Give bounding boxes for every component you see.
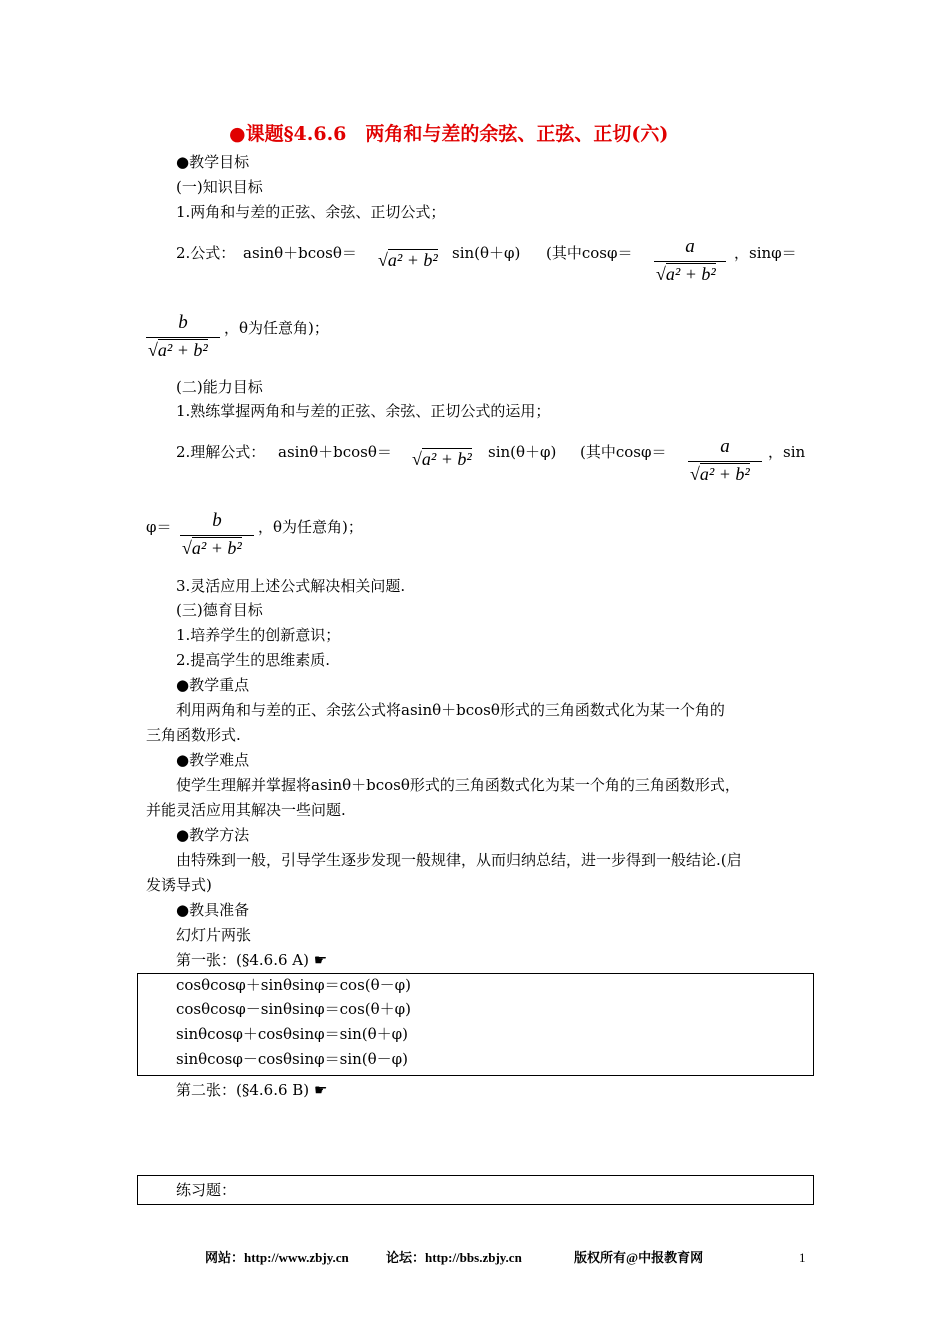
- slide1-label: 第一张：(§4.6.6 A): [176, 951, 309, 969]
- exercise-box: [137, 1175, 814, 1205]
- fraction-numerator: a: [685, 236, 695, 257]
- moral-item-1: 1.培养学生的创新意识；: [176, 626, 341, 644]
- formula-lhs: asinθ＋bcosθ＝: [278, 443, 392, 461]
- formula-tail: ，θ为任意角)；: [258, 518, 363, 536]
- fraction-bar: [180, 535, 254, 536]
- key-heading: ●教学重点: [176, 676, 250, 694]
- sqrt-expression: √a² + b²: [412, 449, 472, 469]
- fraction-numerator: b: [212, 510, 222, 531]
- hand-pointing-icon: ☛: [313, 1081, 328, 1099]
- method-text-line-1: 由特殊到一般，引导学生逐步发现一般规律，从而归纳总结，进一步得到一般结论.(启: [176, 851, 742, 869]
- tools-text: 幻灯片两张: [176, 926, 252, 944]
- page-title: ●课题§4.6.6 两角和与差的余弦、正弦、正切(六): [229, 123, 669, 145]
- fraction-denominator: √a² + b²: [148, 340, 208, 360]
- difficult-heading: ●教学难点: [176, 751, 250, 769]
- ability-heading: (二)能力目标: [176, 378, 263, 396]
- radicand-text: a² + b²: [157, 340, 208, 360]
- radicand-text: a² + b²: [421, 449, 472, 469]
- footer-copyright: 版权所有@中报教育网: [574, 1250, 704, 1265]
- ability-item-2-label: 2.理解公式：: [176, 443, 266, 461]
- radicand-text: a² + b²: [191, 538, 242, 558]
- formula-where: (其中cosφ＝: [546, 244, 633, 262]
- knowledge-item-1: 1.两角和与差的正弦、余弦、正切公式；: [176, 203, 446, 221]
- formula-rhs-sin: sin(θ＋φ): [488, 443, 557, 461]
- formula-tail: ，θ为任意角)；: [224, 319, 329, 337]
- key-expression: asinθ＋bcosθ: [401, 701, 500, 719]
- method-text-line-2: 发诱导式): [146, 876, 212, 894]
- difficult-text-b: 形式的三角函数式化为某一个角的三角函数形式，: [409, 776, 740, 794]
- slide1-formula-1: cosθcosφ＋sinθsinφ＝cos(θ－φ): [176, 976, 412, 994]
- slide1-formula-3: sinθcosφ＋cosθsinφ＝sin(θ＋φ): [176, 1025, 409, 1043]
- formula-phi-eq: φ＝: [146, 518, 172, 536]
- tools-heading: ●教具准备: [176, 901, 250, 919]
- fraction-cos-phi: [654, 236, 726, 288]
- fraction-numerator: a: [720, 436, 730, 457]
- formula-lhs: asinθ＋bcosθ＝: [243, 244, 357, 262]
- fraction-denominator: √a² + b²: [656, 264, 716, 284]
- method-heading: ●教学方法: [176, 826, 250, 844]
- radicand-text: a² + b²: [699, 464, 750, 484]
- fraction-sin-phi: [180, 510, 254, 562]
- knowledge-item-2-label: 2.公式：: [176, 244, 236, 262]
- fraction-bar: [654, 261, 726, 262]
- moral-heading: (三)德育目标: [176, 601, 263, 619]
- slide1-formula-4: sinθcosφ－cosθsinφ＝sin(θ－φ): [176, 1050, 409, 1068]
- fraction-numerator: b: [178, 312, 188, 333]
- difficult-text-a: 使学生理解并掌握将: [176, 776, 312, 794]
- fraction-sin-phi: [146, 312, 220, 364]
- ability-item-1: 1.熟练掌握两角和与差的正弦、余弦、正切公式的运用；: [176, 402, 551, 420]
- knowledge-heading: (一)知识目标: [176, 178, 263, 196]
- exercise-label: 练习题：: [176, 1181, 237, 1199]
- slide1-label-line: [176, 950, 327, 970]
- radicand-text: a² + b²: [387, 250, 438, 270]
- key-text-a: 利用两角和与差的正、余弦公式将: [176, 701, 402, 719]
- formula-comma-sin: ，sinφ＝: [734, 244, 797, 262]
- fraction-cos-phi: [688, 436, 762, 488]
- slide2-label-line: [176, 1080, 327, 1100]
- difficult-text-line-1: [176, 775, 740, 795]
- page-number: 1: [799, 1250, 806, 1265]
- sqrt-expression: √a² + b²: [378, 250, 438, 270]
- fraction-bar: [146, 337, 220, 338]
- formula-sin-word: ，sin: [768, 443, 806, 461]
- formula-where: (其中cosφ＝: [580, 443, 667, 461]
- goals-heading: ●教学目标: [176, 153, 250, 171]
- key-text-line-1: [176, 700, 725, 720]
- key-text-line-2: 三角函数形式.: [146, 726, 241, 744]
- difficult-expression: asinθ＋bcosθ: [311, 776, 410, 794]
- difficult-text-line-2: 并能灵活应用其解决一些问题.: [146, 801, 346, 819]
- radicand-text: a² + b²: [665, 264, 716, 284]
- footer-site: 网站：http://www.zbjy.cn: [205, 1250, 349, 1265]
- hand-pointing-icon: ☛: [313, 951, 328, 969]
- fraction-denominator: √a² + b²: [182, 538, 242, 558]
- ability-item-3: 3.灵活应用上述公式解决相关问题.: [176, 577, 406, 595]
- moral-item-2: 2.提高学生的思维素质.: [176, 651, 331, 669]
- formula-rhs-sin: sin(θ＋φ): [452, 244, 521, 262]
- footer-forum: 论坛：http://bbs.zbjy.cn: [386, 1250, 522, 1265]
- key-text-b: 形式的三角函数式化为某一个角的: [499, 701, 725, 719]
- slide1-formula-2: cosθcosφ－sinθsinφ＝cos(θ＋φ): [176, 1000, 412, 1018]
- slide2-label: 第二张：(§4.6.6 B): [176, 1081, 310, 1099]
- fraction-bar: [688, 461, 762, 462]
- fraction-denominator: √a² + b²: [690, 464, 750, 484]
